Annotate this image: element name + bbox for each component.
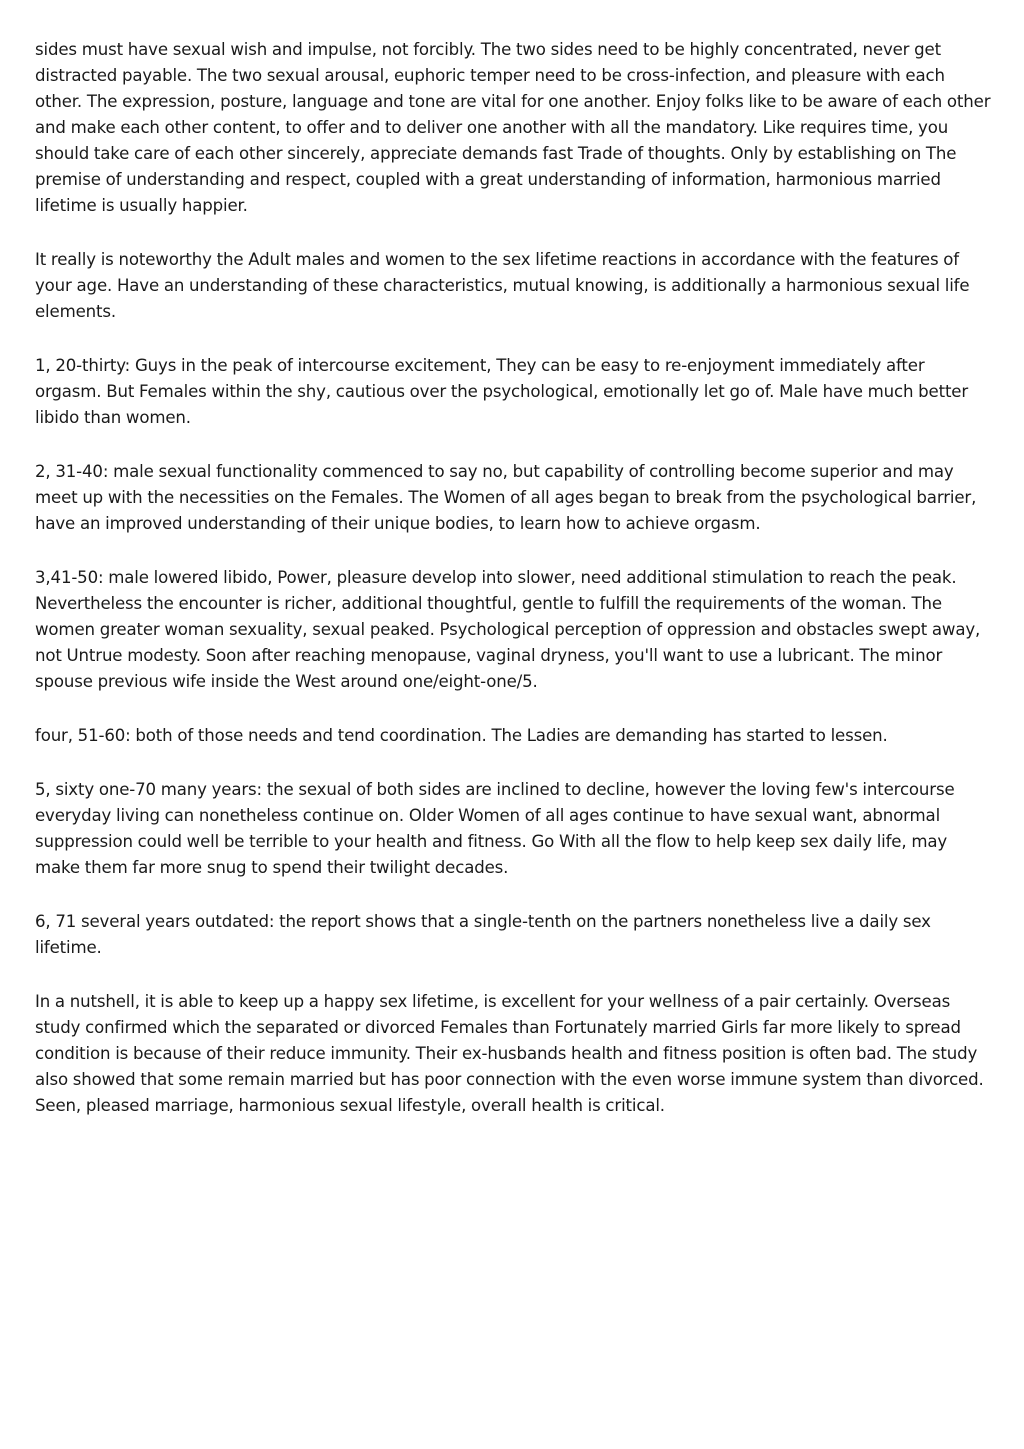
paragraph-5: 3,41-50: male lowered libido, Power, pleasure develop into slower, need additional stimulation to reach the peak. Nevertheless the encounter is richer, additional thoughtful, gentle to fulfill the requirements of the woman. The women greater woman sexuality, sexual peaked. Psychological perception of oppression and obstacles swept away, not Untrue modesty. Soon after reaching menopause, vaginal dryness, you'll want to use a lubricant. The minor spouse previous wife inside the West around one/eight-one/5. xyxy=(35,568,981,691)
paragraph-4: 2, 31-40: male sexual functionality commenced to say no, but capability of controlling become superior and may meet up with the necessities on the Females. The Women of all ages began to break from the psychological barrier, have an improved understanding of their unique bodies, to learn how to achieve orgasm. xyxy=(35,462,977,533)
document-body xyxy=(35,37,995,1147)
paragraph-9: In a nutshell, it is able to keep up a happy sex lifetime, is excellent for your wellness of a pair certainly. Overseas study confirmed which the separated or divorced Females than Fortunately married Girls far more likely to spread condition is because of their reduce immunity. Their ex-husbands health and fitness position is often bad. The study also showed that some remain married but has poor connection with the even worse immune system than divorced. Seen, pleased marriage, harmonious sexual lifestyle, overall health is critical. xyxy=(35,992,984,1115)
paragraph-8: 6, 71 several years outdated: the report shows that a single-tenth on the partners nonetheless live a daily sex lifetime. xyxy=(35,912,931,957)
paragraph-6: four, 51-60: both of those needs and tend coordination. The Ladies are demanding has started to lessen. xyxy=(35,726,888,745)
paragraph-1: sides must have sexual wish and impulse, not forcibly. The two sides need to be highly concentrated, never get distracted payable. The two sexual arousal, euphoric temper need to be cross-infection, and pleasure with each other. The expression, posture, language and tone are vital for one another. Enjoy folks like to be aware of each other and make each other content, to offer and to deliver one another with all the mandatory. Like requires time, you should take care of each other sincerely, appreciate demands fast Trade of thoughts. Only by establishing on The premise of understanding and respect, coupled with a great understanding of information, harmonious married lifetime is usually happier. xyxy=(35,40,991,215)
paragraph-3: 1, 20-thirty: Guys in the peak of intercourse excitement, They can be easy to re-enjoyment immediately after orgasm. But Females within the shy, cautious over the psychological, emotionally let go of. Male have much better libido than women. xyxy=(35,356,969,427)
paragraph-7: 5, sixty one-70 many years: the sexual of both sides are inclined to decline, however the loving few's intercourse everyday living can nonetheless continue on. Older Women of all ages continue to have sexual want, abnormal suppression could well be terrible to your health and fitness. Go With all the flow to help keep sex daily life, may make them far more snug to spend their twilight decades. xyxy=(35,780,955,877)
paragraph-2: It really is noteworthy the Adult males and women to the sex lifetime reactions in accordance with the features of your age. Have an understanding of these characteristics, mutual knowing, is additionally a harmonious sexual life elements. xyxy=(35,250,970,321)
